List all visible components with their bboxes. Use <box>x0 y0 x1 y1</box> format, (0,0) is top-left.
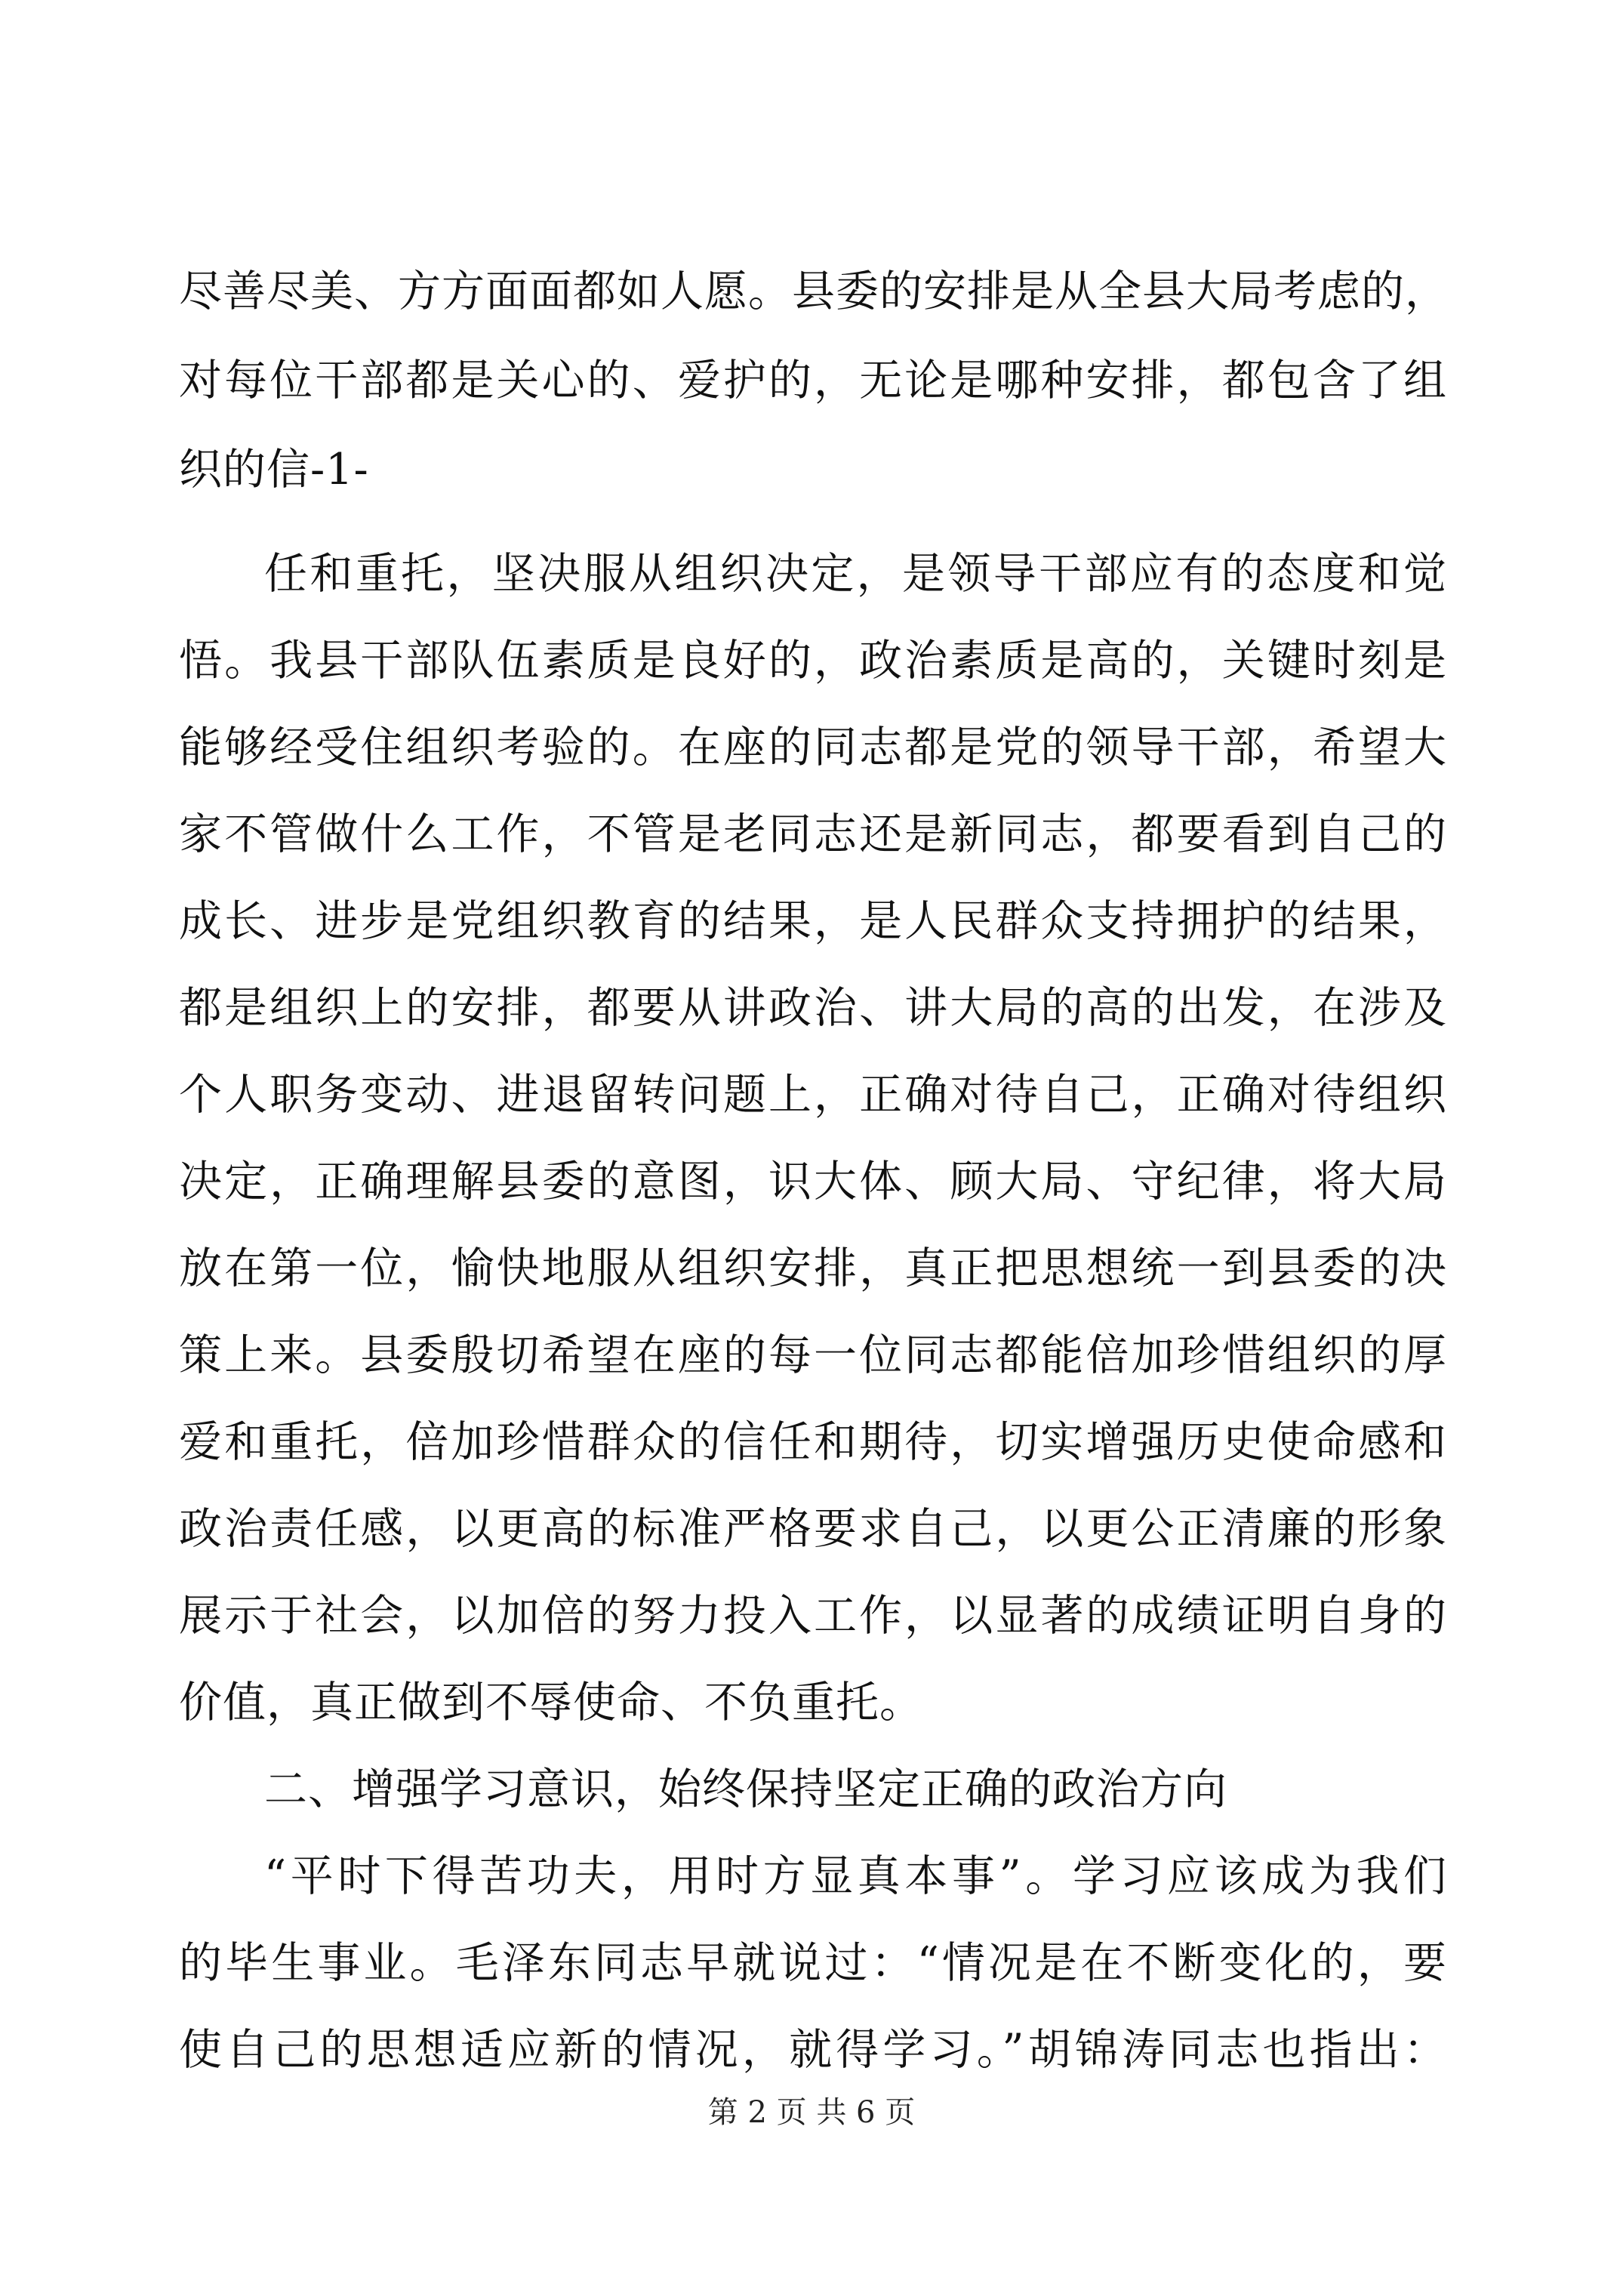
text-line: 尽善尽美、方方面面都如人愿。县委的安排是从全县大局考虑的， <box>179 267 1449 316</box>
page-number-footer: 第 2 页 共 6 页 <box>707 2095 916 2130</box>
text-line: 能够经受住组织考验的。在座的同志都是党的领导干部，希望大 <box>179 723 1447 772</box>
text-line: 悟。我县干部队伍素质是良好的，政治素质是高的，关键时刻是 <box>179 636 1447 686</box>
text-line: 价值，真正做到不辱使命、不负重托。 <box>179 1678 923 1727</box>
text-line: 家不管做什么工作，不管是老同志还是新同志，都要看到自己的 <box>179 809 1447 859</box>
text-line: 的毕生事业。毛泽东同志早就说过：“情况是在不断变化的，要 <box>179 1938 1447 1988</box>
text-line: 放在第一位，愉快地服从组织安排，真正把思想统一到县委的决 <box>179 1244 1447 1293</box>
text-line: 使自己的思想适应新的情况，就得学习。”胡锦涛同志也指出： <box>179 2025 1447 2075</box>
text-line: “平时下得苦功夫，用时方显真本事”。学习应该成为我们 <box>264 1851 1447 1901</box>
text-line: 爱和重托，倍加珍惜群众的信任和期待，切实增强历史使命感和 <box>179 1417 1447 1467</box>
text-line: 个人职务变动、进退留转问题上，正确对待自己，正确对待组织 <box>179 1070 1447 1120</box>
text-line: 织的信-1- <box>179 445 369 495</box>
text-line: 成长、进步是党组织教育的结果，是人民群众支持拥护的结果， <box>179 896 1447 946</box>
text-line: 都是组织上的安排，都要从讲政治、讲大局的高的出发，在涉及 <box>179 983 1447 1033</box>
text-line: 展示于社会，以加倍的努力投入工作，以显著的成绩证明自身的 <box>179 1591 1447 1641</box>
section-heading: 二、增强学习意识，始终保持坚定正确的政治方向 <box>264 1764 1227 1814</box>
text-line: 决定，正确理解县委的意图，识大体、顾大局、守纪律，将大局 <box>179 1157 1447 1207</box>
text-line: 对每位干部都是关心的、爱护的，无论是哪种安排，都包含了组 <box>179 356 1447 405</box>
text-line: 任和重托，坚决服从组织决定，是领导干部应有的态度和觉 <box>264 549 1447 599</box>
text-line: 策上来。县委殷切希望在座的每一位同志都能倍加珍惜组织的厚 <box>179 1330 1447 1380</box>
text-line: 政治责任感，以更高的标准严格要求自己，以更公正清廉的形象 <box>179 1504 1447 1554</box>
